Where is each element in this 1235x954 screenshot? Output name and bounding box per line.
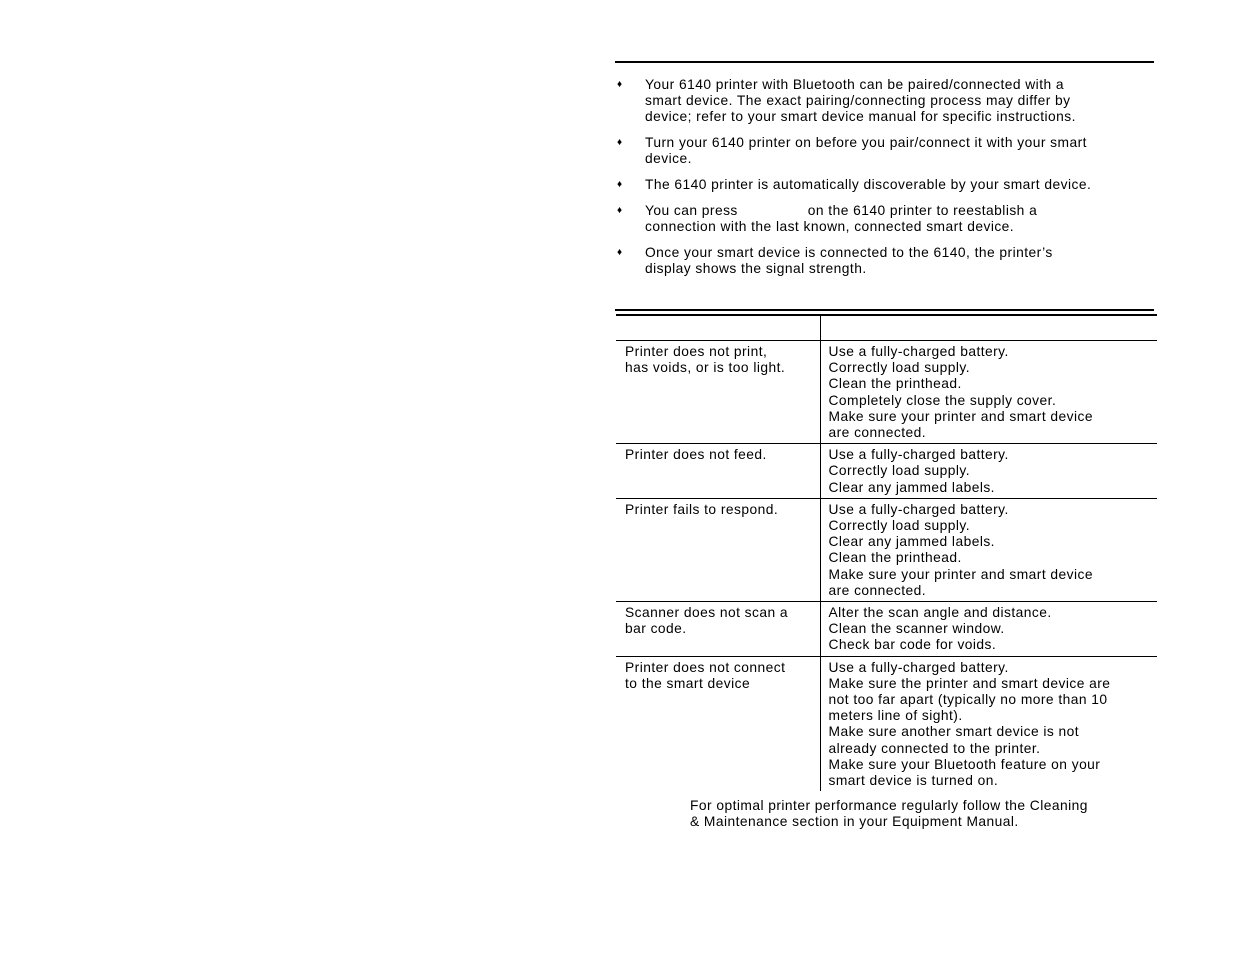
action-cell <box>820 656 1157 791</box>
bullet-line: device; refer to your smart device manual for specific instructions. <box>645 109 1076 125</box>
bullet-line-end: on the 6140 printer to reestablish a <box>807 203 1038 218</box>
problem-line: to the smart device <box>625 675 751 691</box>
action-line: Use a fully-charged battery. <box>828 447 1009 463</box>
bullet-line: smart device. The exact pairing/connecting process may differ by <box>645 93 1071 109</box>
action-line: are connected. <box>828 425 927 441</box>
bluetooth-notes-list <box>617 77 1157 287</box>
problem-cell <box>616 602 820 657</box>
action-line: Make sure your Bluetooth feature on your <box>828 756 1101 772</box>
action-cell <box>820 341 1157 444</box>
maintenance-note <box>690 798 1160 830</box>
action-line: not too far apart (typically no more than 10 <box>828 692 1108 708</box>
problem-line: Printer does not feed. <box>625 447 767 463</box>
action-line: Use a fully-charged battery. <box>828 659 1009 675</box>
action-line: Clean the scanner window. <box>828 621 1005 637</box>
note-line: For optimal printer performance regularly follow the Cleaning <box>690 798 1088 813</box>
bullet-item <box>617 135 1157 167</box>
action-line: Use a fully-charged battery. <box>828 501 1009 517</box>
bullet-item <box>617 245 1157 277</box>
problem-cell <box>616 341 820 444</box>
action-line: Make sure another smart device is not <box>828 724 1080 740</box>
action-line: Make sure your printer and smart device <box>828 408 1093 424</box>
problem-cell <box>616 656 820 791</box>
action-cell <box>820 602 1157 657</box>
table-header-row <box>616 315 1157 341</box>
problem-line: Printer fails to respond. <box>625 501 779 517</box>
bullet-diamond-icon: ♦ <box>617 137 623 149</box>
action-line: already connected to the printer. <box>828 740 1041 756</box>
action-line: Alter the scan angle and distance. <box>828 605 1052 621</box>
bullet-line: Once your smart device is connected to the 6140, the printer’s <box>645 245 1053 260</box>
problem-line: Scanner does not scan a <box>625 605 788 621</box>
problem-column-header <box>616 315 820 341</box>
action-line: Use a fully-charged battery. <box>828 344 1009 359</box>
action-line: Correctly load supply. <box>828 360 971 376</box>
table-row <box>616 341 1157 444</box>
action-line: smart device is turned on. <box>828 773 999 789</box>
table-row <box>616 498 1157 601</box>
bullet-line: Turn your 6140 printer on before you pair/connect it with your smart <box>645 135 1087 151</box>
problem-line: Printer does not connect <box>625 659 786 675</box>
bullet-diamond-icon: ♦ <box>617 205 623 216</box>
troubleshooting-table <box>616 314 1157 791</box>
action-line: Check bar code for voids. <box>828 637 997 653</box>
action-line: Correctly load supply. <box>828 518 971 534</box>
problem-line: Printer does not print, <box>625 344 768 359</box>
bullet-line: The 6140 printer is automatically discoverable by your smart device. <box>645 177 1092 193</box>
problem-line: has voids, or is too light. <box>625 360 786 376</box>
action-line: Clean the printhead. <box>828 376 962 392</box>
action-cell <box>820 498 1157 601</box>
table-row <box>616 444 1157 499</box>
bullet-item <box>617 77 1157 126</box>
bullet-diamond-icon: ♦ <box>617 79 623 90</box>
bullet-line: device. <box>645 151 692 167</box>
table-row <box>616 656 1157 791</box>
top-rule <box>615 61 1154 63</box>
action-cell <box>820 444 1157 499</box>
bullet-line <box>645 203 1157 219</box>
bullet-line: display shows the signal strength. <box>645 261 867 277</box>
action-line: meters line of sight). <box>828 708 963 724</box>
bullet-item <box>617 203 1157 235</box>
action-line: Make sure the printer and smart device are <box>828 675 1111 691</box>
bullet-diamond-icon: ♦ <box>617 247 623 258</box>
action-line: Clean the printhead. <box>828 550 962 566</box>
action-line: are connected. <box>828 582 927 598</box>
bullet-line: connection with the last known, connected smart device. <box>645 219 1015 235</box>
action-line: Clear any jammed labels. <box>828 479 995 495</box>
action-line: Make sure your printer and smart device <box>828 566 1093 582</box>
note-line: & Maintenance section in your Equipment Manual. <box>690 814 1019 830</box>
bullet-line-start: You can press <box>645 203 738 218</box>
problem-line: bar code. <box>625 621 687 637</box>
problem-cell <box>616 444 820 499</box>
bullet-diamond-icon: ♦ <box>617 179 623 191</box>
bullet-item <box>617 177 1157 193</box>
action-column-header <box>820 315 1157 341</box>
bullet-line: Your 6140 printer with Bluetooth can be paired/connected with a <box>645 77 1065 92</box>
problem-cell <box>616 498 820 601</box>
section-rule <box>615 309 1154 311</box>
action-line: Correctly load supply. <box>828 463 971 479</box>
action-line: Completely close the supply cover. <box>828 392 1057 408</box>
action-line: Clear any jammed labels. <box>828 534 995 550</box>
table-row <box>616 602 1157 657</box>
